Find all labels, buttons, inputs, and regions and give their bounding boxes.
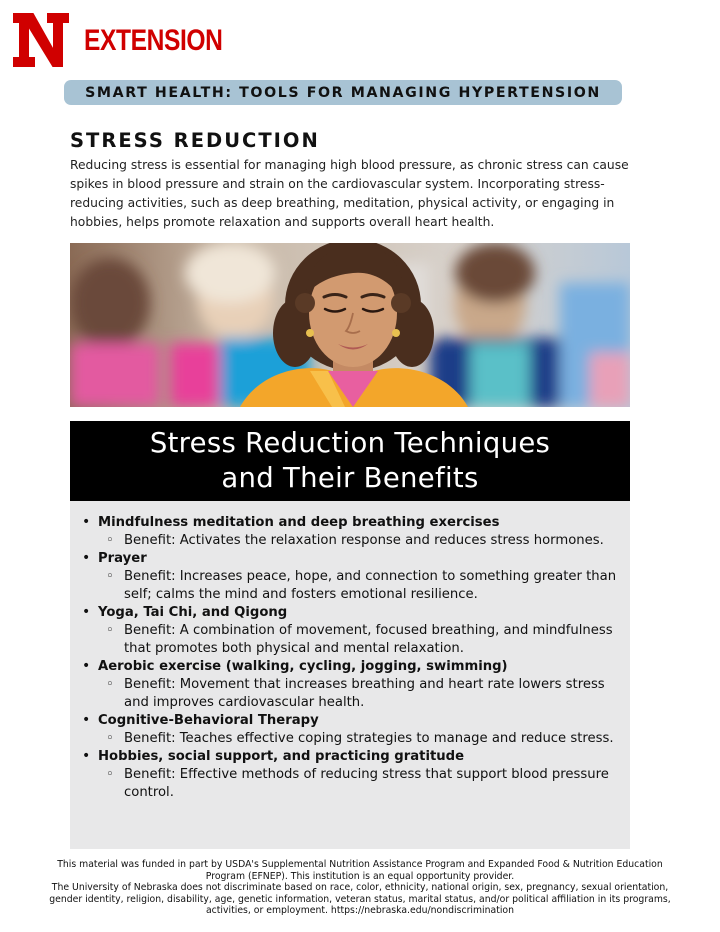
list-item xyxy=(80,514,630,550)
funding-statement: This material was funded in part by USDA's Supplemental Nutrition Assistance Program and Expanded Food & Nutrition Education Program (EFNEP). This institution is an equal opportunity provider. xyxy=(57,859,663,882)
technique-benefit: ◦ Benefit: Movement that increases breathing and heart rate lowers stress and improves cardiovascular health. xyxy=(98,676,628,712)
list-item xyxy=(80,604,630,658)
list-item xyxy=(80,748,630,802)
photo-illustration xyxy=(70,243,630,407)
series-title: SMART HEALTH: TOOLS FOR MANAGING HYPERTENSION xyxy=(85,84,601,101)
technique-benefit: ◦ Benefit: Activates the relaxation response and reduces stress hormones. xyxy=(98,532,628,550)
technique-name: • Prayer xyxy=(98,551,147,566)
list-item xyxy=(80,550,630,604)
section-title: STRESS REDUCTION xyxy=(70,129,320,152)
nondiscrimination-statement: The University of Nebraska does not discriminate based on race, color, ethnicity, national origin, sex, pregnancy, sexual orientation, gender identity, religion, disability, age, genetic information, veteran status, marital status, and/or political affiliation in its programs, activities, or employment. https://nebraska.edu/nondiscrimination xyxy=(49,882,671,916)
header xyxy=(10,10,310,72)
nebraska-n-logo-icon xyxy=(10,10,72,70)
footer xyxy=(40,859,680,917)
techniques-title-line1: Stress Reduction Techniques xyxy=(149,427,551,459)
technique-name: • Mindfulness meditation and deep breathing exercises xyxy=(98,515,500,530)
list-item xyxy=(80,712,630,748)
meditating-woman-photo xyxy=(70,243,630,407)
techniques-list xyxy=(70,501,630,802)
intro-paragraph: Reducing stress is essential for managing high blood pressure, as chronic stress can cause spikes in blood pressure and strain on the cardiovascular system. Incorporating stress-reducing activities, such as deep breathing, meditation, physical activity, or engaging in hobbies, helps promote relaxation and supports overall heart health. xyxy=(70,158,629,229)
technique-name: • Cognitive-Behavioral Therapy xyxy=(98,713,319,728)
technique-benefit: ◦ Benefit: Effective methods of reducing stress that support blood pressure control. xyxy=(98,766,628,802)
list-item xyxy=(80,658,630,712)
brand-name: EXTENSION xyxy=(84,24,223,57)
techniques-panel xyxy=(70,421,630,849)
technique-benefit: ◦ Benefit: Teaches effective coping strategies to manage and reduce stress. xyxy=(98,730,628,748)
technique-name: • Yoga, Tai Chi, and Qigong xyxy=(98,605,288,620)
techniques-title-line2: and Their Benefits xyxy=(221,462,479,494)
technique-benefit: ◦ Benefit: A combination of movement, focused breathing, and mindfulness that promotes both physical and mental relaxation. xyxy=(98,622,628,658)
technique-name: • Hobbies, social support, and practicing gratitude xyxy=(98,749,465,764)
technique-name: • Aerobic exercise (walking, cycling, jogging, swimming) xyxy=(98,659,508,674)
technique-benefit: ◦ Benefit: Increases peace, hope, and connection to something greater than self; calms the mind and fosters emotional resilience. xyxy=(98,568,628,604)
techniques-heading xyxy=(70,421,630,501)
series-banner xyxy=(64,80,622,105)
